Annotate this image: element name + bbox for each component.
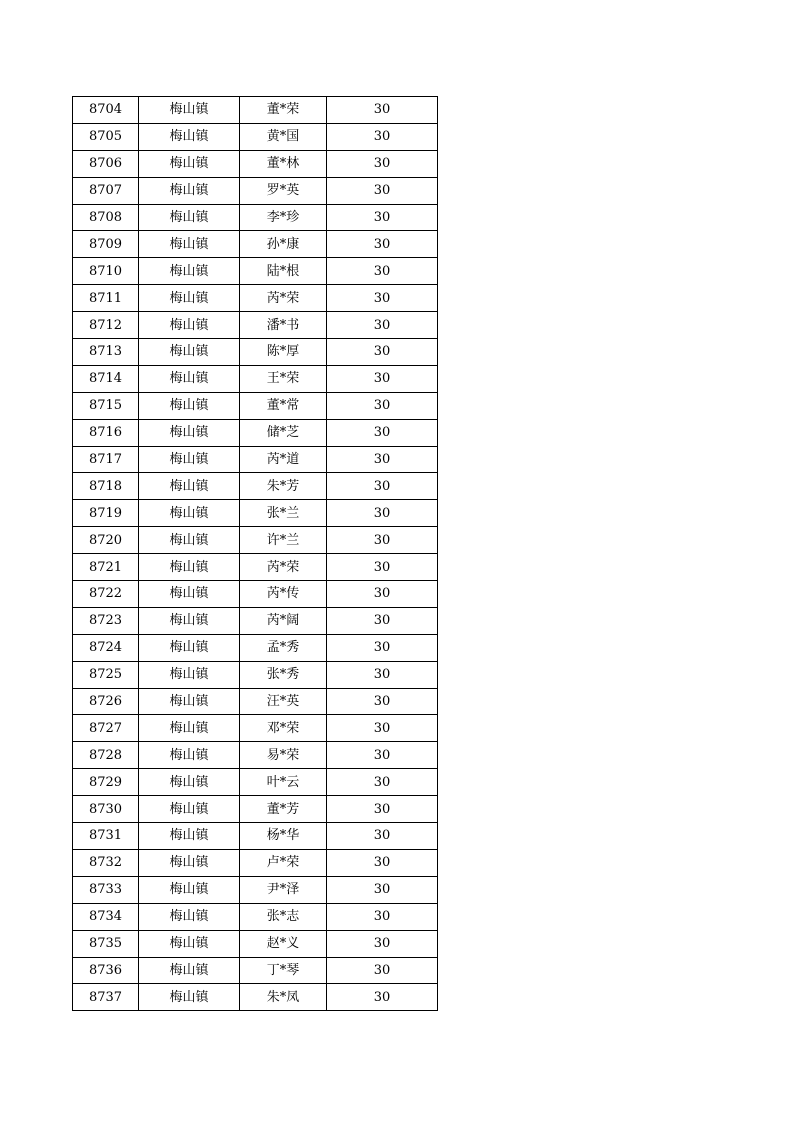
amount-cell: 30 — [327, 634, 438, 661]
town-cell: 梅山镇 — [139, 876, 240, 903]
row-number-cell: 8729 — [73, 769, 139, 796]
table-row — [73, 742, 438, 769]
town-cell: 梅山镇 — [139, 715, 240, 742]
row-number-cell: 8716 — [73, 419, 139, 446]
row-number-cell: 8725 — [73, 661, 139, 688]
amount-cell: 30 — [327, 527, 438, 554]
person-name-cell: 孙*康 — [240, 231, 327, 258]
person-name-cell: 张*兰 — [240, 500, 327, 527]
row-number-cell: 8734 — [73, 903, 139, 930]
amount-cell: 30 — [327, 204, 438, 231]
town-cell: 梅山镇 — [139, 392, 240, 419]
person-name-cell: 丁*琴 — [240, 957, 327, 984]
amount-cell: 30 — [327, 796, 438, 823]
row-number-cell: 8714 — [73, 365, 139, 392]
amount-cell: 30 — [327, 554, 438, 581]
amount-cell: 30 — [327, 688, 438, 715]
town-cell: 梅山镇 — [139, 231, 240, 258]
row-number-cell: 8715 — [73, 392, 139, 419]
person-name-cell: 罗*英 — [240, 177, 327, 204]
table-row — [73, 392, 438, 419]
table-row — [73, 715, 438, 742]
table-row — [73, 903, 438, 930]
town-cell: 梅山镇 — [139, 500, 240, 527]
town-cell: 梅山镇 — [139, 849, 240, 876]
amount-cell: 30 — [327, 392, 438, 419]
amount-cell: 30 — [327, 312, 438, 339]
amount-cell: 30 — [327, 957, 438, 984]
amount-cell: 30 — [327, 715, 438, 742]
table-row — [73, 823, 438, 850]
amount-cell: 30 — [327, 123, 438, 150]
town-cell: 梅山镇 — [139, 527, 240, 554]
town-cell: 梅山镇 — [139, 365, 240, 392]
town-cell: 梅山镇 — [139, 419, 240, 446]
person-name-cell: 叶*云 — [240, 769, 327, 796]
row-number-cell: 8728 — [73, 742, 139, 769]
town-cell: 梅山镇 — [139, 339, 240, 366]
table-row — [73, 607, 438, 634]
row-number-cell: 8727 — [73, 715, 139, 742]
table-row — [73, 957, 438, 984]
row-number-cell: 8706 — [73, 150, 139, 177]
amount-cell: 30 — [327, 661, 438, 688]
town-cell: 梅山镇 — [139, 473, 240, 500]
person-name-cell: 朱*芳 — [240, 473, 327, 500]
person-name-cell: 朱*凤 — [240, 984, 327, 1011]
row-number-cell: 8707 — [73, 177, 139, 204]
table-row — [73, 581, 438, 608]
town-cell: 梅山镇 — [139, 957, 240, 984]
row-number-cell: 8711 — [73, 285, 139, 312]
town-cell: 梅山镇 — [139, 661, 240, 688]
table-row — [73, 312, 438, 339]
amount-cell: 30 — [327, 984, 438, 1011]
row-number-cell: 8717 — [73, 446, 139, 473]
table-row — [73, 688, 438, 715]
person-name-cell: 陈*厚 — [240, 339, 327, 366]
row-number-cell: 8736 — [73, 957, 139, 984]
amount-cell: 30 — [327, 177, 438, 204]
table-row — [73, 796, 438, 823]
amount-cell: 30 — [327, 150, 438, 177]
row-number-cell: 8720 — [73, 527, 139, 554]
row-number-cell: 8708 — [73, 204, 139, 231]
row-number-cell: 8721 — [73, 554, 139, 581]
table-row — [73, 769, 438, 796]
town-cell: 梅山镇 — [139, 581, 240, 608]
person-name-cell: 陆*根 — [240, 258, 327, 285]
person-name-cell: 许*兰 — [240, 527, 327, 554]
person-name-cell: 芮*阔 — [240, 607, 327, 634]
row-number-cell: 8731 — [73, 823, 139, 850]
table-row — [73, 876, 438, 903]
town-cell: 梅山镇 — [139, 769, 240, 796]
person-name-cell: 赵*义 — [240, 930, 327, 957]
table-row — [73, 446, 438, 473]
amount-cell: 30 — [327, 285, 438, 312]
town-cell: 梅山镇 — [139, 823, 240, 850]
table-row — [73, 500, 438, 527]
person-name-cell: 芮*荣 — [240, 285, 327, 312]
amount-cell: 30 — [327, 339, 438, 366]
table-row — [73, 204, 438, 231]
row-number-cell: 8730 — [73, 796, 139, 823]
town-cell: 梅山镇 — [139, 796, 240, 823]
row-number-cell: 8713 — [73, 339, 139, 366]
person-name-cell: 张*志 — [240, 903, 327, 930]
person-name-cell: 芮*道 — [240, 446, 327, 473]
amount-cell: 30 — [327, 446, 438, 473]
town-cell: 梅山镇 — [139, 446, 240, 473]
town-cell: 梅山镇 — [139, 285, 240, 312]
town-cell: 梅山镇 — [139, 930, 240, 957]
row-number-cell: 8709 — [73, 231, 139, 258]
town-cell: 梅山镇 — [139, 742, 240, 769]
amount-cell: 30 — [327, 823, 438, 850]
person-name-cell: 易*荣 — [240, 742, 327, 769]
person-name-cell: 董*荣 — [240, 97, 327, 124]
town-cell: 梅山镇 — [139, 903, 240, 930]
town-cell: 梅山镇 — [139, 204, 240, 231]
town-cell: 梅山镇 — [139, 312, 240, 339]
table-row — [73, 527, 438, 554]
amount-cell: 30 — [327, 903, 438, 930]
town-cell: 梅山镇 — [139, 607, 240, 634]
person-name-cell: 芮*传 — [240, 581, 327, 608]
person-name-cell: 尹*泽 — [240, 876, 327, 903]
person-name-cell: 王*荣 — [240, 365, 327, 392]
row-number-cell: 8718 — [73, 473, 139, 500]
roster-table-body — [73, 97, 438, 1011]
amount-cell: 30 — [327, 231, 438, 258]
person-name-cell: 董*林 — [240, 150, 327, 177]
town-cell: 梅山镇 — [139, 984, 240, 1011]
amount-cell: 30 — [327, 419, 438, 446]
table-row — [73, 634, 438, 661]
person-name-cell: 董*常 — [240, 392, 327, 419]
row-number-cell: 8724 — [73, 634, 139, 661]
table-row — [73, 661, 438, 688]
amount-cell: 30 — [327, 500, 438, 527]
amount-cell: 30 — [327, 742, 438, 769]
amount-cell: 30 — [327, 97, 438, 124]
table-row — [73, 930, 438, 957]
table-row — [73, 231, 438, 258]
amount-cell: 30 — [327, 930, 438, 957]
table-row — [73, 123, 438, 150]
amount-cell: 30 — [327, 258, 438, 285]
person-name-cell: 汪*英 — [240, 688, 327, 715]
table-row — [73, 258, 438, 285]
amount-cell: 30 — [327, 876, 438, 903]
table-row — [73, 285, 438, 312]
row-number-cell: 8722 — [73, 581, 139, 608]
table-row — [73, 150, 438, 177]
amount-cell: 30 — [327, 473, 438, 500]
amount-cell: 30 — [327, 769, 438, 796]
table-row — [73, 177, 438, 204]
town-cell: 梅山镇 — [139, 688, 240, 715]
town-cell: 梅山镇 — [139, 634, 240, 661]
person-name-cell: 芮*荣 — [240, 554, 327, 581]
row-number-cell: 8705 — [73, 123, 139, 150]
person-name-cell: 黄*国 — [240, 123, 327, 150]
town-cell: 梅山镇 — [139, 150, 240, 177]
row-number-cell: 8737 — [73, 984, 139, 1011]
table-row — [73, 554, 438, 581]
town-cell: 梅山镇 — [139, 97, 240, 124]
town-cell: 梅山镇 — [139, 554, 240, 581]
amount-cell: 30 — [327, 365, 438, 392]
amount-cell: 30 — [327, 849, 438, 876]
row-number-cell: 8704 — [73, 97, 139, 124]
table-row — [73, 419, 438, 446]
person-name-cell: 邓*荣 — [240, 715, 327, 742]
table-row — [73, 849, 438, 876]
row-number-cell: 8712 — [73, 312, 139, 339]
row-number-cell: 8726 — [73, 688, 139, 715]
town-cell: 梅山镇 — [139, 258, 240, 285]
person-name-cell: 储*芝 — [240, 419, 327, 446]
row-number-cell: 8735 — [73, 930, 139, 957]
row-number-cell: 8733 — [73, 876, 139, 903]
table-row — [73, 473, 438, 500]
amount-cell: 30 — [327, 607, 438, 634]
table-row — [73, 97, 438, 124]
row-number-cell: 8732 — [73, 849, 139, 876]
person-name-cell: 孟*秀 — [240, 634, 327, 661]
row-number-cell: 8719 — [73, 500, 139, 527]
person-name-cell: 潘*书 — [240, 312, 327, 339]
town-cell: 梅山镇 — [139, 123, 240, 150]
amount-cell: 30 — [327, 581, 438, 608]
person-name-cell: 卢*荣 — [240, 849, 327, 876]
table-row — [73, 984, 438, 1011]
person-name-cell: 董*芳 — [240, 796, 327, 823]
table-row — [73, 365, 438, 392]
town-cell: 梅山镇 — [139, 177, 240, 204]
row-number-cell: 8710 — [73, 258, 139, 285]
table-row — [73, 339, 438, 366]
person-name-cell: 张*秀 — [240, 661, 327, 688]
person-name-cell: 杨*华 — [240, 823, 327, 850]
roster-table — [72, 96, 438, 1011]
row-number-cell: 8723 — [73, 607, 139, 634]
person-name-cell: 李*珍 — [240, 204, 327, 231]
